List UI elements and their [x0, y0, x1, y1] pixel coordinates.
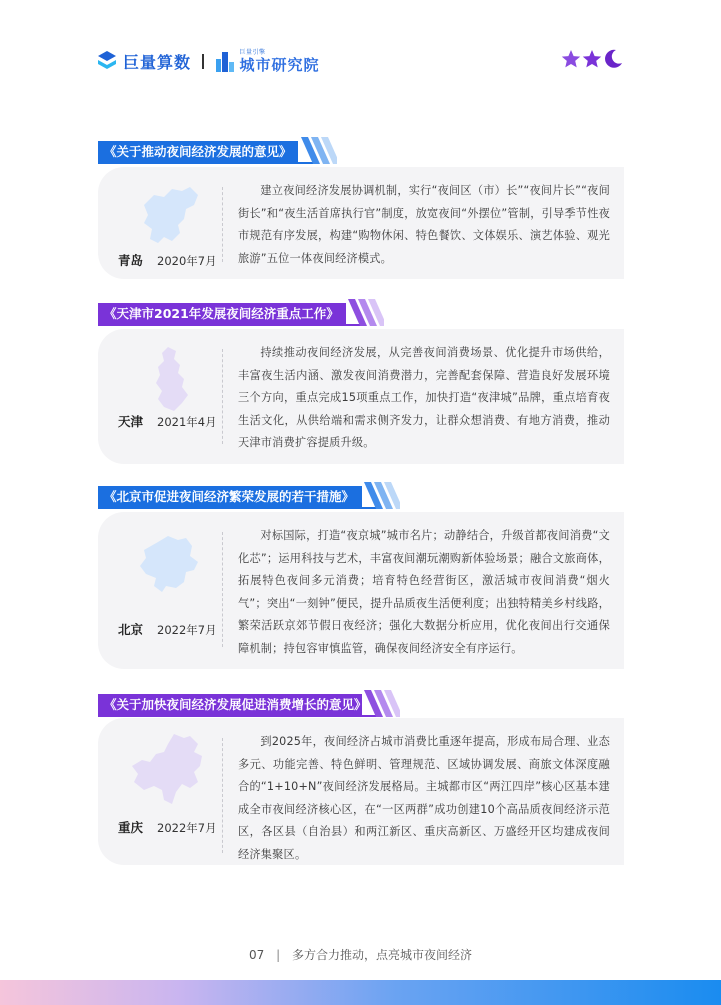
policy-title-tag — [98, 486, 624, 508]
qingdao-map-icon — [134, 183, 204, 253]
dashed-divider — [222, 349, 223, 444]
tianjin-map-icon — [134, 345, 204, 415]
policy-date: 2020年7月 — [157, 254, 217, 268]
brand-name: 巨量算数 — [123, 52, 192, 72]
stripes-decoration — [364, 690, 400, 717]
policy-title: 《关于推动夜间经济发展的意见》 — [98, 141, 298, 163]
policy-date: 2022年7月 — [157, 821, 217, 835]
institute-logo — [240, 50, 320, 73]
policy-description: 持续推动夜间经济发展，从完善夜间消费场景、优化提升市场供给，丰富夜生活内涵、激发夜间消费潜力，完善配套保障、营造良好发展环境三个方向，重点完成15项重点工作，加快打造“夜津城”品牌，重点培育夜生活文化，从供给端和需求侧齐发力，让群众想消费、有地方消费，推动天津市消费扩容提质升级。 — [238, 346, 610, 450]
institute-name: 城市研究院 — [239, 55, 320, 74]
decoration-icons — [561, 48, 623, 70]
city-name: 天津 — [118, 414, 144, 429]
city-buildings-icon — [215, 50, 235, 72]
policy-title-tag — [98, 303, 624, 325]
policy-date: 2021年4月 — [157, 415, 217, 429]
page-footer — [0, 946, 721, 963]
policy-title: 《关于加快夜间经济发展促进消费增长的意见》 — [98, 694, 362, 716]
policy-description: 对标国际，打造“夜京城”城市名片；动静结合，升级首都夜间消费“文化芯”；运用科技与艺术，丰富夜间潮玩潮购新体验场景；融合文旅商体，拓展特色夜间多元消费；培育特色经营街区，激活城市夜间消费“烟火气”；突出“一刻钟”便民，提升品质夜生活便利度；出独特精美乡村线路，繁荣活跃京郊节假日夜经济；强化大数据分析应用，优化夜间出行交通保障机制；持包容审慎监管，确保夜间经济安全有序运行。 — [238, 529, 610, 655]
star-icon — [582, 49, 602, 69]
page-number: 07 — [249, 948, 265, 962]
policy-card — [98, 167, 624, 279]
page-header — [96, 46, 320, 76]
stripes-decoration — [301, 137, 337, 164]
policy-section-chongqing — [98, 694, 624, 861]
chongqing-map-icon — [128, 732, 208, 808]
page-caption: 多方合力推动，点亮城市夜间经济 — [291, 948, 472, 962]
dashed-divider — [222, 187, 223, 262]
policy-section-tianjin — [98, 303, 624, 450]
policy-description: 到2025年，夜间经济占城市消费比重逐年提高，形成布局合理、业态多元、功能完善、特色鲜明、管理规范、区域协调发展、商旅文体深度融合的“1+10+N”夜间经济发展格局。主城都市区“两江四岸”核心区基本建成全市夜间经济核心区，在“一区两群”成功创建10个高品质夜间经济示范区，各区县（自治县）和两江新区、重庆高新区、万盛经开区均建成夜间经济集聚区。 — [238, 735, 610, 861]
bottom-gradient-bar — [0, 980, 721, 1005]
city-name: 北京 — [118, 622, 144, 637]
policy-section-beijing — [98, 486, 624, 655]
policy-card — [98, 512, 624, 669]
header-divider — [202, 54, 204, 69]
policy-date: 2022年7月 — [157, 623, 217, 637]
policy-card — [98, 718, 624, 865]
policy-description: 建立夜间经济发展协调机制，实行“夜间区（市）长”“夜间片长”“夜间街长”和“夜生活首席执行官”制度，放宽夜间“外摆位”管制，引导季节性夜市规范有序发展，构建“购物休闲、特色餐饮、文体娱乐、演艺体验、观光旅游”五位一体夜间经济模式。 — [238, 184, 610, 265]
star-icon — [561, 49, 581, 69]
policy-title: 《北京市促进夜间经济繁荣发展的若干措施》 — [98, 486, 362, 508]
policy-section-qingdao — [98, 141, 624, 268]
policy-card — [98, 329, 624, 464]
juliang-logo-icon — [96, 50, 118, 72]
institute-small-label: 巨量引擎 — [239, 48, 266, 56]
policy-title: 《天津市2021年发展夜间经济重点工作》 — [98, 303, 346, 325]
crescent-moon-icon — [603, 48, 623, 70]
dashed-divider — [222, 532, 223, 647]
stripes-decoration — [364, 482, 400, 509]
policy-title-tag — [98, 141, 624, 163]
beijing-map-icon — [134, 532, 204, 602]
city-name: 青岛 — [118, 253, 144, 268]
footer-separator: | — [276, 948, 281, 962]
stripes-decoration — [348, 299, 384, 326]
dashed-divider — [222, 738, 223, 853]
city-name: 重庆 — [118, 820, 144, 835]
policy-title-tag — [98, 694, 624, 716]
